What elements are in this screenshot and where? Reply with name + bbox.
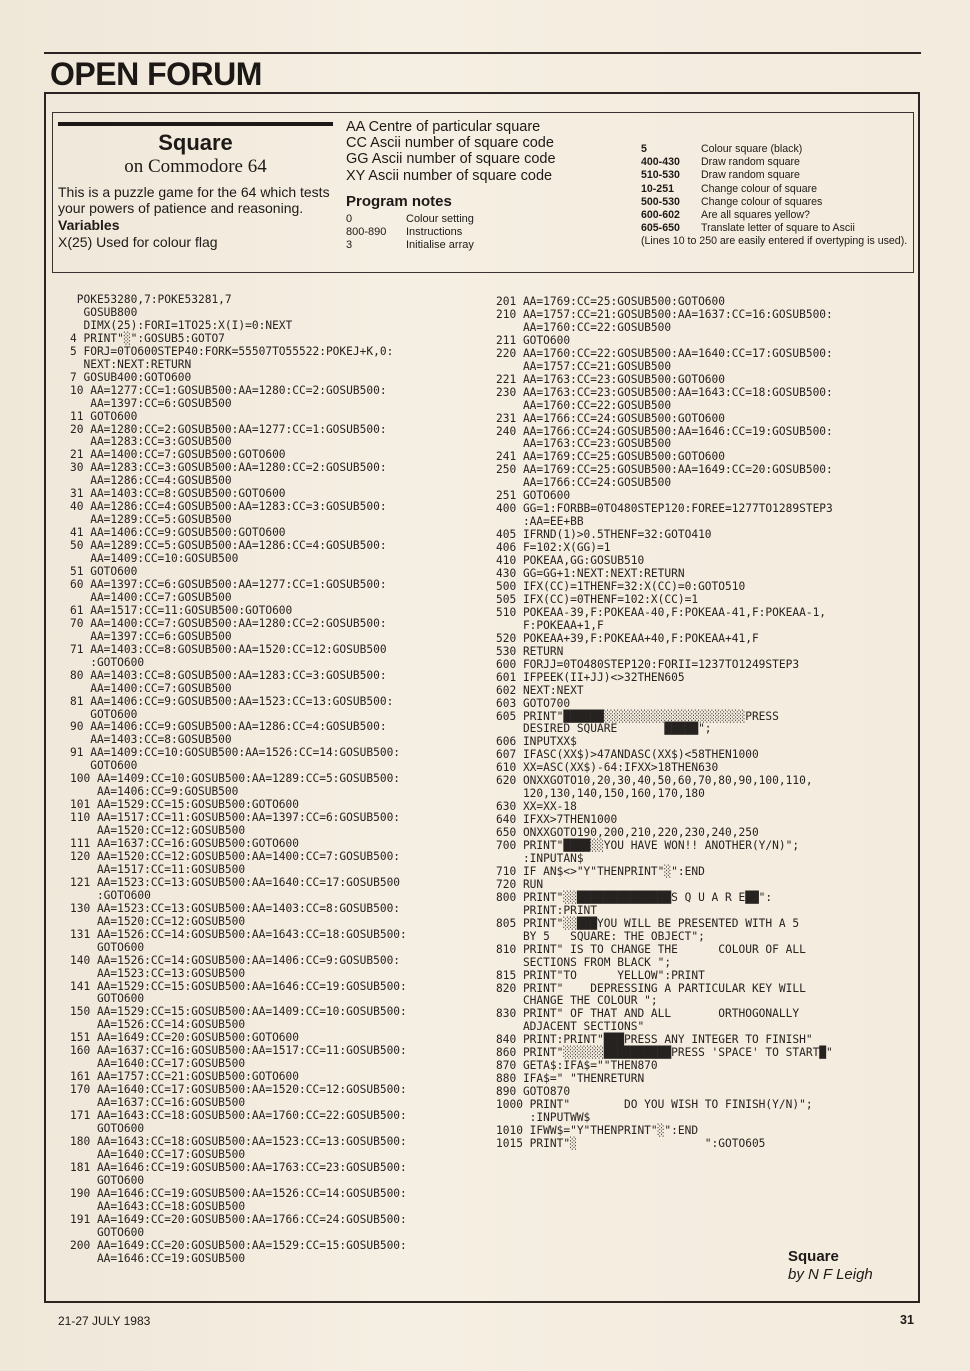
variable-item: X(25) Used for colour flag [58,234,218,250]
code-line: AA=1646:CC=19:GOSUB500 [70,1251,246,1265]
code-line: 81 AA=1406:CC=9:GOSUB500:AA=1523:CC=13:GOSUB500: [70,694,394,708]
code-line: AA=1520:CC=12:GOSUB500 [70,914,246,928]
article-subtitle: on Commodore 64 [124,156,267,177]
code-line: AA=1406:CC=9:GOSUB500 [70,785,239,799]
code-line: 810 PRINT" IS TO CHANGE THE COLOUR OF ALL [496,942,806,956]
issue-date: 21-27 JULY 1983 [58,1314,151,1328]
code-line: GOTO600 [70,1122,145,1135]
note-desc: Instructions [406,226,463,239]
code-line: 601 IFPEEK(II+JJ)<>32THEN605 [496,670,685,684]
code-line: 71 AA=1403:CC=8:GOSUB500:AA=1520:CC=12:GOSUB500 [70,642,387,656]
code-line: GOTO600 [70,759,138,773]
code-line: AA=1397:CC=6:GOSUB500 [70,629,232,643]
note-line: 0 [346,213,353,226]
code-line: AA=1397:CC=6:GOSUB500 [70,396,232,410]
code-line: 720 RUN [496,877,544,891]
code-line: 430 GG=GG+1:NEXT:NEXT:RETURN [496,567,685,581]
code-line: 640 IFXX>7THEN1000 [496,813,618,827]
code-line: :GOTO600 [70,888,151,902]
note-desc: Colour square (black) [701,143,803,155]
code-line: 650 ONXXGOTO190,200,210,220,230,240,250 [496,826,759,840]
code-line: :INPUTWW$ [496,1111,591,1125]
code-line: 100 AA=1409:CC=10:GOSUB500:AA=1289:CC=5:GOSUB500: [70,772,401,786]
note-line: 605-650 [641,222,680,235]
top-rule [44,52,921,54]
code-line: 151 AA=1649:CC=20:GOSUB500:GOTO600 [70,1031,300,1045]
code-line: AA=1637:CC=16:GOSUB500 [70,1096,246,1110]
code-line: 602 NEXT:NEXT [496,683,584,697]
code-line: 405 IFRND(1)>0.5THENF=32:GOTO410 [496,528,712,542]
code-line: 5 FORJ=0TO600STEP40:FORK=55507TO55522:POKEJ+K,0: [70,344,394,358]
code-line: AA=1766:CC=24:GOSUB500 [496,476,672,490]
code-line: NEXT:NEXT:RETURN [70,357,192,371]
note-desc: Translate letter of square to Ascii [701,222,855,235]
code-line: 30 AA=1283:CC=3:GOSUB500:AA=1280:CC=2:GOSUB500: [70,461,387,475]
code-line: 161 AA=1757:CC=21:GOSUB500:GOTO600 [70,1070,300,1084]
code-line: 7 GOSUB400:GOTO600 [70,370,192,384]
intro-paragraph: This is a puzzle game for the 64 which tests your powers of patience and reasoning. [58,184,330,216]
code-line: 190 AA=1646:CC=19:GOSUB500:AA=1526:CC=14:GOSUB500: [70,1186,407,1200]
code-line: 220 AA=1760:CC=22:GOSUB500:AA=1640:CC=17:GOSUB500: [496,346,833,360]
code-line: 11 GOTO600 [70,409,138,423]
code-line: 1000 PRINT" DO YOU WISH TO FINISH(Y/N)"; [496,1098,813,1112]
note-desc: Are all squares yellow? [701,209,810,222]
code-line: 520 POKEAA+39,F:POKEAA+40,F:POKEAA+41,F [496,631,759,645]
code-line: AA=1400:CC=7:GOSUB500 [70,590,232,604]
code-line: AA=1286:CC=4:GOSUB500 [70,474,232,488]
code-line: 231 AA=1766:CC=24:GOSUB500:GOTO600 [496,411,726,425]
code-line: 530 RETURN [496,644,564,658]
code-line: 1010 IFWW$="Y"THENPRINT"░":END [496,1124,699,1137]
note-desc: Draw random square [701,169,800,182]
code-line: 10 AA=1277:CC=1:GOSUB500:AA=1280:CC=2:GOSUB500: [70,383,387,397]
title-rule [58,122,333,126]
code-line: 60 AA=1397:CC=6:GOSUB500:AA=1277:CC=1:GOSUB500: [70,577,387,591]
code-line: AA=1763:CC=23:GOSUB500 [496,437,672,451]
code-line: 70 AA=1400:CC=7:GOSUB500:AA=1280:CC=2:GOSUB500: [70,616,387,630]
program-listing-right [496,296,833,1151]
code-line: 110 AA=1517:CC=11:GOSUB500:AA=1397:CC=6:GOSUB500: [70,811,401,825]
note-line: 10-251 [641,182,674,195]
code-line: 860 PRINT"░░░░░░██████████PRESS 'SPACE' TO START█" [496,1046,833,1060]
code-line: 21 AA=1400:CC=7:GOSUB500:GOTO600 [70,448,286,462]
note-row [346,226,616,239]
code-line: 120,130,140,150,160,170,180 [496,787,705,801]
note-row [641,143,913,156]
code-line: 820 PRINT" DEPRESSING A PARTICULAR KEY WILL [496,981,806,995]
variable-item: GG Ascii number of square code [346,151,556,168]
variable-item: CC Ascii number of square code [346,135,554,152]
code-line: 221 AA=1763:CC=23:GOSUB500:GOTO600 [496,372,726,386]
code-line: 80 AA=1403:CC=8:GOSUB500:AA=1283:CC=3:GOSUB500: [70,668,387,682]
code-line: 31 AA=1403:CC=8:GOSUB500:GOTO600 [70,487,286,501]
code-line: 510 POKEAA-39,F:POKEAA-40,F:POKEAA-41,F:POKEAA-1, [496,605,827,619]
code-line: 160 AA=1637:CC=16:GOSUB500:AA=1517:CC=11:GOSUB500: [70,1044,407,1058]
code-line: 111 AA=1637:CC=16:GOSUB500:GOTO600 [70,837,300,851]
note-line: 600-602 [641,209,680,222]
code-line: 610 XX=ASC(XX$)-64:IFXX>18THEN630 [496,761,719,775]
note-line: 3 [346,239,353,252]
code-line: :GOTO600 [70,655,145,669]
code-line: 200 AA=1649:CC=20:GOSUB500:AA=1529:CC=15:GOSUB500: [70,1238,407,1252]
program-listing-left [70,294,407,1265]
variable-item: XY Ascii number of square code [346,167,553,184]
note-desc: Initialise array [406,239,474,252]
code-line: 410 POKEAA,GG:GOSUB510 [496,554,645,568]
code-line: 805 PRINT"░░███YOU WILL BE PRESENTED WITH A 5 [496,916,800,930]
code-line: GOTO600 [70,707,138,721]
code-line: AA=1409:CC=10:GOSUB500 [70,552,239,566]
code-line: 201 AA=1769:CC=25:GOSUB500:GOTO600 [496,295,726,308]
code-line: 241 AA=1769:CC=25:GOSUB500:GOTO600 [496,450,726,464]
note-desc: Colour setting [406,213,474,226]
note-desc: Change colour of squares [701,195,823,208]
code-line: 603 GOTO700 [496,696,571,710]
code-line: 251 GOTO600 [496,489,571,503]
code-line: BY 5 SQUARE: THE OBJECT"; [496,929,705,943]
code-line: 607 IFASC(XX$)>47ANDASC(XX$)<58THEN1000 [496,748,759,762]
note-row [346,239,616,252]
code-line: 131 AA=1526:CC=14:GOSUB500:AA=1643:CC=18:GOSUB500: [70,927,407,941]
code-line: 140 AA=1526:CC=14:GOSUB500:AA=1406:CC=9:GOSUB500: [70,953,401,967]
code-line: 210 AA=1757:CC=21:GOSUB500:AA=1637:CC=16:GOSUB500: [496,307,833,321]
code-line: ADJACENT SECTIONS" [496,1020,645,1034]
program-notes-list [641,143,913,249]
code-line: 505 IFX(CC)=0THENF=102:X(CC)=1 [496,592,699,606]
code-line: 1015 PRINT"░ ":GOTO605 [496,1136,766,1150]
note-row [641,156,913,169]
code-line: AA=1517:CC=11:GOSUB500 [70,862,246,876]
note-row [346,213,616,226]
code-line: 880 IFA$=" "THENRETURN [496,1072,645,1086]
code-line: 40 AA=1286:CC=4:GOSUB500:AA=1283:CC=3:GOSUB500: [70,500,387,514]
note-desc: Change colour of square [701,182,818,195]
code-line: POKE53280,7:POKE53281,7 [70,293,232,306]
author-credit [788,1248,873,1284]
code-line: 181 AA=1646:CC=19:GOSUB500:AA=1763:CC=23:GOSUB500: [70,1160,407,1174]
code-line: 141 AA=1529:CC=15:GOSUB500:AA=1646:CC=19:GOSUB500: [70,979,407,993]
code-line: 870 GETA$:IFA$=""THEN870 [496,1059,658,1073]
code-line: AA=1640:CC=17:GOSUB500 [70,1147,246,1161]
note-row [641,196,913,209]
note-line: 500-530 [641,195,680,208]
code-line: 605 PRINT"██████░░░░░░░░░░░░░░░░░░░░░PRESS [496,709,779,723]
note-line: 400-430 [641,156,680,169]
code-line: AA=1757:CC=21:GOSUB500 [496,359,672,373]
code-line: AA=1640:CC=17:GOSUB500 [70,1057,246,1071]
code-line: AA=1643:CC=18:GOSUB500 [70,1199,246,1213]
code-line: AA=1520:CC=12:GOSUB500 [70,824,246,838]
code-line: DESIRED SQUARE █████"; [496,722,712,736]
code-line: 91 AA=1409:CC=10:GOSUB500:AA=1526:CC=14:GOSUB500: [70,746,401,760]
note-row [641,209,913,222]
section-title: OPEN FORUM [50,56,262,92]
note-desc: Draw random square [701,156,800,169]
code-line: AA=1400:CC=7:GOSUB500 [70,681,232,695]
code-line: 630 XX=XX-18 [496,800,577,814]
code-line: 406 F=102:X(GG)=1 [496,541,611,555]
code-line: 120 AA=1520:CC=12:GOSUB500:AA=1400:CC=7:GOSUB500: [70,849,401,863]
notes-footnote: (Lines 10 to 250 are easily entered if overtyping is used). [641,235,908,248]
article-title: Square [158,130,233,155]
code-line: 101 AA=1529:CC=15:GOSUB500:GOTO600 [70,798,300,812]
code-line: 41 AA=1406:CC=9:GOSUB500:GOTO600 [70,526,286,540]
code-line: 840 PRINT:PRINT"███PRESS ANY INTEGER TO FINISH" [496,1033,813,1047]
note-line: 5 [641,143,647,155]
note-row [641,183,913,196]
code-line: 4 PRINT"░":GOSUB5:GOTO7 [70,331,225,345]
code-line: 130 AA=1523:CC=13:GOSUB500:AA=1403:CC=8:GOSUB500: [70,901,401,915]
code-line: AA=1760:CC=22:GOSUB500 [496,320,672,334]
code-line: 121 AA=1523:CC=13:GOSUB500:AA=1640:CC=17:GOSUB500 [70,875,401,889]
variables-heading: Variables [58,217,120,233]
note-line: 800-890 [346,226,387,239]
code-line: GOTO600 [70,940,145,954]
code-line: 170 AA=1640:CC=17:GOSUB500:AA=1520:CC=12:GOSUB500: [70,1083,407,1097]
page-number: 31 [900,1313,914,1327]
code-line: 180 AA=1643:CC=18:GOSUB500:AA=1523:CC=13:GOSUB500: [70,1134,407,1148]
credit-title: Square [788,1248,839,1265]
code-line: 800 PRINT"░░██████████████S Q U A R E██": [496,890,773,904]
credit-author: by N F Leigh [788,1266,873,1283]
code-line: 240 AA=1766:CC=24:GOSUB500:AA=1646:CC=19:GOSUB500: [496,424,833,438]
code-line: GOSUB800 [70,305,138,319]
code-line: 710 IF AN$<>"Y"THENPRINT"░":END [496,864,705,878]
code-line: GOTO600 [70,1225,145,1239]
variables-list [346,119,616,252]
code-line: 191 AA=1649:CC=20:GOSUB500:AA=1766:CC=24:GOSUB500: [70,1212,407,1226]
code-line: 61 AA=1517:CC=11:GOSUB500:GOTO600 [70,603,293,617]
code-line: 211 GOTO600 [496,333,571,347]
note-row [641,222,913,235]
code-line: 51 GOTO600 [70,565,138,579]
program-notes-heading: Program notes [346,192,452,210]
code-line: CHANGE THE COLOUR "; [496,994,658,1008]
code-line: F:POKEAA+1,F [496,618,604,632]
code-line: AA=1283:CC=3:GOSUB500 [70,435,232,449]
code-line: :INPUTAN$ [496,851,584,865]
code-line: 171 AA=1643:CC=18:GOSUB500:AA=1760:CC=22:GOSUB500: [70,1109,407,1123]
variable-item: AA Centre of particular square [346,119,541,135]
code-line: 90 AA=1406:CC=9:GOSUB500:AA=1286:CC=4:GOSUB500: [70,720,387,734]
code-line: 400 GG=1:FORBB=0TO480STEP120:FOREE=1277TO1289STEP3 [496,502,833,516]
code-line: 250 AA=1769:CC=25:GOSUB500:AA=1649:CC=20:GOSUB500: [496,463,833,477]
code-line: 230 AA=1763:CC=23:GOSUB500:AA=1643:CC=18:GOSUB500: [496,385,833,399]
code-line: 50 AA=1289:CC=5:GOSUB500:AA=1286:CC=4:GOSUB500: [70,539,387,553]
code-line: 606 INPUTXX$ [496,735,577,749]
code-line: :AA=EE+BB [496,515,584,529]
code-line: 830 PRINT" OF THAT AND ALL ORTHOGONALLY [496,1007,800,1021]
article-intro [58,118,333,250]
code-line: 600 FORJJ=0TO480STEP120:FORII=1237TO1249STEP3 [496,657,800,671]
code-line: 20 AA=1280:CC=2:GOSUB500:AA=1277:CC=1:GOSUB500: [70,422,387,436]
code-line: 150 AA=1529:CC=15:GOSUB500:AA=1409:CC=10:GOSUB500: [70,1005,407,1019]
code-line: 890 GOTO870 [496,1085,571,1099]
code-line: 815 PRINT"TO YELLOW":PRINT [496,968,705,982]
code-line: PRINT:PRINT [496,903,598,917]
code-line: AA=1526:CC=14:GOSUB500 [70,1018,246,1032]
code-line: DIMX(25):FORI=1TO25:X(I)=0:NEXT [70,318,293,332]
code-line: 500 IFX(CC)=1THENF=32:X(CC)=0:GOTO510 [496,579,746,593]
code-line: 620 ONXXGOTO10,20,30,40,50,60,70,80,90,100,110, [496,774,813,788]
code-line: AA=1760:CC=22:GOSUB500 [496,398,672,412]
note-row [641,169,913,182]
code-line: SECTIONS FROM BLACK "; [496,955,672,969]
code-line: GOTO600 [70,1173,145,1187]
note-line: 510-530 [641,169,680,182]
code-line: AA=1289:CC=5:GOSUB500 [70,513,232,527]
code-line: 700 PRINT"████░░YOU HAVE WON!! ANOTHER(Y/N)"; [496,839,800,853]
code-line: GOTO600 [70,992,145,1006]
code-line: AA=1523:CC=13:GOSUB500 [70,966,246,980]
code-line: AA=1403:CC=8:GOSUB500 [70,733,232,747]
